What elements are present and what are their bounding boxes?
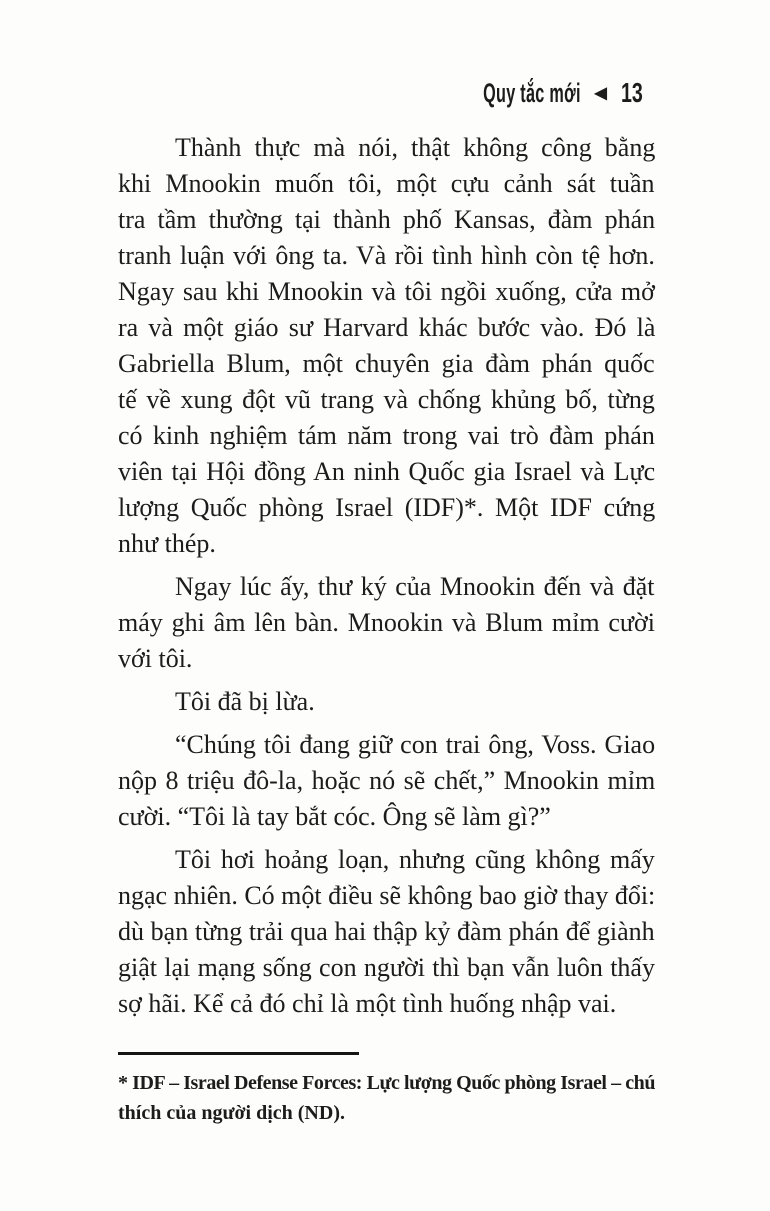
chapter-title: Quy tắc mới: [482, 77, 581, 108]
footnote-area: [118, 1052, 655, 1128]
footnote-divider: [118, 1052, 359, 1055]
text-line: sợ hãi. Kể cả đó chỉ là một tình huống nhập vai.: [118, 989, 617, 1018]
paragraph: [118, 684, 655, 720]
text-line: ngạc nhiên. Có một điều sẽ không bao giờ thay đổi:: [118, 881, 656, 910]
footnote-line: * IDF – Israel Defense Forces: Lực lượng Quốc phòng Israel – chú: [118, 1072, 656, 1094]
left-triangle-icon: ◀: [594, 85, 607, 102]
text-line: Ngay lúc ấy, thư ký của Mnookin đến và đặt: [175, 572, 655, 601]
text-line: lượng Quốc phòng Israel (IDF)*. Một IDF cứng: [118, 493, 656, 522]
text-line: ra và một giáo sư Harvard khác bước vào. Đó là: [118, 313, 656, 342]
paragraph: [118, 569, 655, 677]
footnote-line: thích của người dịch (ND).: [118, 1102, 345, 1124]
text-line: nộp 8 triệu đô-la, hoặc nó sẽ chết,” Mnookin mỉm: [118, 766, 656, 795]
text-line: Thành thực mà nói, thật không công bằng: [175, 133, 656, 162]
text-line: Tôi đã bị lừa.: [175, 687, 315, 716]
text-line: như thép.: [118, 529, 216, 558]
text-line: máy ghi âm lên bàn. Mnookin và Blum mỉm cười: [118, 608, 656, 637]
text-line: dù bạn từng trải qua hai thập kỷ đàm phán để giành: [118, 917, 655, 946]
page-number: 13: [620, 77, 643, 108]
text-line: “Chúng tôi đang giữ con trai ông, Voss. Giao: [175, 730, 656, 759]
footnote: [118, 1068, 655, 1128]
body-text: [118, 130, 655, 1029]
text-line: Tôi hơi hoảng loạn, nhưng cũng không mấy: [175, 845, 655, 874]
paragraph: [118, 727, 655, 835]
text-line: viên tại Hội đồng An ninh Quốc gia Israel và Lực: [118, 457, 656, 486]
text-line: cười. “Tôi là tay bắt cóc. Ông sẽ làm gì?”: [118, 802, 551, 831]
text-line: tra tầm thường tại thành phố Kansas, đàm phán: [118, 205, 656, 234]
text-line: Gabriella Blum, một chuyên gia đàm phán quốc: [118, 349, 655, 378]
text-line: tế về xung đột vũ trang và chống khủng bố, từng: [118, 385, 655, 414]
text-line: giật lại mạng sống con người thì bạn vẫn luôn thấy: [118, 953, 655, 982]
paragraph: [118, 842, 655, 1022]
text-line: Ngay sau khi Mnookin và tôi ngồi xuống, cửa mở: [118, 277, 655, 306]
text-line: có kinh nghiệm tám năm trong vai trò đàm phán: [118, 421, 655, 450]
paragraph: [118, 130, 655, 562]
text-line: khi Mnookin muốn tôi, một cựu cảnh sát tuần: [118, 169, 655, 198]
text-line: tranh luận với ông ta. Và rồi tình hình còn tệ hơn.: [118, 241, 655, 270]
page-header: [418, 78, 652, 108]
text-line: với tôi.: [118, 644, 193, 673]
